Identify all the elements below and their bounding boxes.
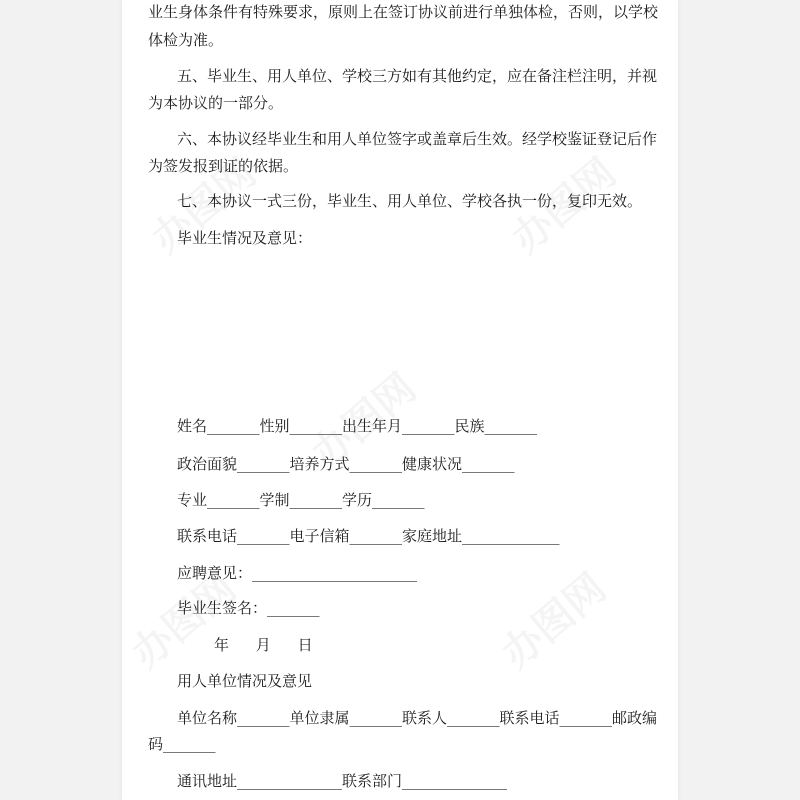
form-line-employer-cont: 码_______ [148,735,216,753]
form-line-employer: 单位名称_______单位隶属_______联系人_______联系电话_______邮政编 [177,709,658,727]
form-line-contact: 联系电话_______电子信箱_______家庭地址_____________ [177,527,560,545]
section-heading: 毕业生情况及意见： [177,229,313,247]
paragraph-line: 业生身体条件有特殊要求，原则上在签订协议前进行单独体检，否则，以学校 [148,3,659,21]
form-line-major: 专业_______学制_______学历_______ [177,491,425,509]
paragraph-line: 五、毕业生、用人单位、学校三方如有其他约定，应在备注栏注明，并视 [177,67,658,85]
form-line-political: 政治面貌_______培养方式_______健康状况_______ [177,455,515,473]
paragraph-line: 为本协议的一部分。 [148,94,284,112]
date-month: 月 [255,636,271,654]
watermark [488,558,617,679]
paragraph-line: 为签发报到证的依据。 [148,157,299,175]
date-line [214,635,335,655]
section-heading: 用人单位情况及意见 [177,672,313,690]
paragraph-line: 六、本协议经毕业生和用人单位签字或盖章后生效。经学校鉴证登记后作 [177,130,658,148]
form-line-address: 通讯地址______________联系部门______________ [177,772,508,790]
document-page [122,0,678,800]
date-year: 年 [214,636,230,654]
paragraph-line: 七、本协议一式三份，毕业生、用人单位、学校各执一份，复印无效。 [177,192,643,210]
date-day: 日 [297,636,313,654]
form-line-opinion: 应聘意见：______________________ [177,564,418,582]
form-line-basic-info: 姓名_______性别_______出生年月_______民族_______ [177,417,538,435]
paragraph-line: 体检为准。 [148,31,224,49]
form-line-signature: 毕业生签名：_______ [177,599,320,617]
